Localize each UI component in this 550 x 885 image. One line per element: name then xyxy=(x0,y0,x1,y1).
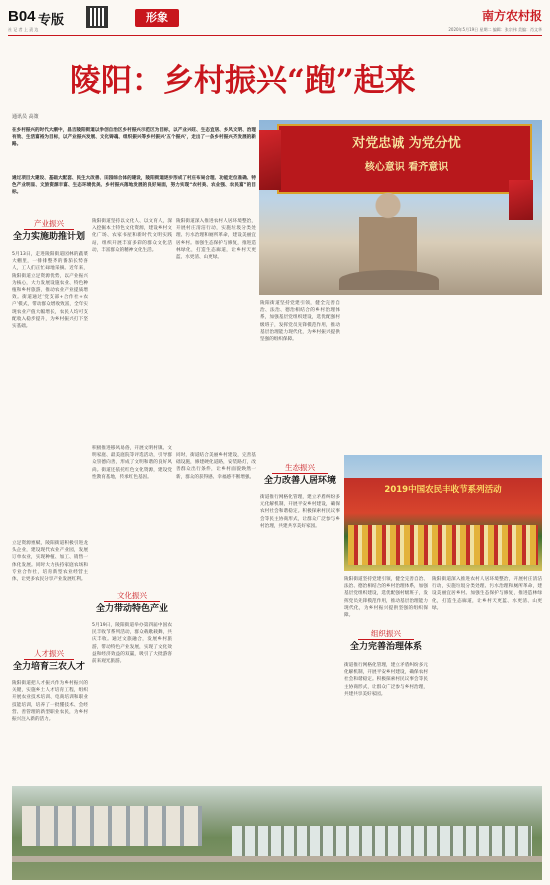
column-1-text-b: 立足资源禀赋，陵阳街道积极引进龙头企业，建设现代农业产业园，发展订单农业，实现种植、加工、销售一体化发展。同时大力扶持家庭农场和专业合作社，培育新型农业经营主体，让更多农民分享产业发展红利。 xyxy=(12,541,88,583)
page-number: B04 xyxy=(8,8,36,25)
subhead-culture-kicker: 文化振兴 xyxy=(104,590,160,602)
flag-icon xyxy=(259,130,281,190)
section-name: 专版 xyxy=(38,13,65,28)
column-2-text-b: 积极推进移风易俗，开展文明村镇、文明家庭、最美庭院等评选活动，引导群众崇德向善，形成了文明和谐的良好风尚。街道还依托红色文化资源，建设党性教育基地，传承红色基因。 xyxy=(92,446,172,480)
performers xyxy=(348,525,538,565)
flag-icon xyxy=(509,180,533,220)
subhead-industry-title: 全力实施助推计划 xyxy=(12,232,85,242)
brand-logo: 南方农村报 xyxy=(481,9,542,23)
subhead-culture xyxy=(90,590,174,615)
column-6-text: 陵阳街道深入推进农村人居环境整治，开展村庄清洁行动，实施垃圾分类处理、污水治理和厕所革命，建设美丽宜居乡村。加强生态保护与修复，推进造林绿化，打造生态廊道，让乡村天更蓝、水更清、山更绿。 xyxy=(432,577,542,611)
column-4-text-b: 街道推行网格化管理，建立矛盾纠纷多元化解机制，开展平安乡村建设，确保农村社会和谐稳定。积极探索村民议事会等民主协商形式，让群众广泛参与乡村治理，共建共享美好家园。 xyxy=(260,495,340,529)
headline: 陵阳：乡村振兴“跑”起来 xyxy=(70,63,416,99)
statue xyxy=(359,192,417,282)
photo-harvest-festival xyxy=(344,455,542,571)
lotus-pedestal xyxy=(339,270,439,290)
lead-paragraph-2: 通过项目大建设、基础大配套、民生大改善、田园综合体的建设，陵阳街道逐步形成了村庄布局合理、功能定位准确、特色产业明显、文旅资源丰富、生态环境优美、乡村振兴落地发展的良好局面，努力实现“农村美、农业强、农民富”的目标。 xyxy=(12,176,256,196)
subhead-industry-kicker: 产业振兴 xyxy=(24,218,74,230)
banner-slogan-1: 对党忠诚 为党分忧 xyxy=(352,136,461,151)
subhead-ecology-kicker: 生态振兴 xyxy=(272,462,328,474)
subhead-talent-kicker: 人才振兴 xyxy=(24,648,74,660)
subhead-organization-title: 全力完善治理体系 xyxy=(349,642,422,652)
column-2-text-a: 陵阳街道坚持以文化人、以文育人，深入挖掘本土特色文化资源，建设乡村文化广场、农家书屋和新时代文明实践站，组织开展丰富多彩的群众文化活动，丰富群众的精神文化生活。 xyxy=(92,219,172,253)
qr-code-icon xyxy=(86,6,108,28)
subhead-organization-kicker: 组织振兴 xyxy=(358,628,414,640)
lead-paragraph: 在乡村振兴的时代大潮中，昌吉陵阳街道以争创自治区乡村振兴示范区为目标，以产业兴旺、生态宜居、乡风文明、治理有效、生活富裕为目标，以产业振兴发展、文化铸魂、组织振兴等乡村振兴‘五个振兴’，走出了一条乡村振兴齐发展的新路。 xyxy=(12,128,256,148)
column-2-text-c: 5月19日，陵阳街道举办第四届中国农民丰收节系列活动，群众载歌载舞，共庆丰收。通过文旅融合，发展乡村旅游，带动特色产业发展，实现了文化效益和经济效益的双赢，吸引了大批游客前来观光旅游。 xyxy=(92,623,172,665)
column-3-text-a: 陵阳街道深入推进农村人居环境整治，开展村庄清洁行动，实施垃圾分类处理、污水治理和厕所革命，建设美丽宜居乡村。加强生态保护与修复，推进造林绿化，打造生态廊道，让乡村天更蓝、水更清、山更绿。 xyxy=(176,219,256,261)
subhead-talent-title: 全力培育三农人才 xyxy=(12,662,85,672)
column-5-text-b: 街道推行网格化管理，建立矛盾纠纷多元化解机制，开展平安乡村建设，确保农村社会和谐稳定。积极探索村民议事会等民主协商形式，让群众广泛参与乡村治理，共建共享美好家园。 xyxy=(344,663,428,697)
byline: 通讯员 高策 xyxy=(12,114,39,120)
column-1-text-c: 陵阳街道把人才振兴作为乡村振兴的关键，实施乡土人才培育工程，组织开展农业技术培训、电商培训和职业技能培训，培养了一批懂技术、会经营、善管理的新型职业农民，为乡村振兴注入新的活力。 xyxy=(12,681,88,723)
column-1-text-a: 5月13日，走进陵阳街道园林的蔬菜大棚里，一排排整齐的番茄长势喜人，工人们正忙碌地采摘。近年来，陵阳街道立足资源优势，以产业振兴为核心，大力发展设施农业、特色种植和乡村旅游，推动农业产业提质增效。街道通过‘党支部+合作社+农户’模式，带动群众增收致富，全年实现农业产值大幅增长，农民人均可支配收入稳步提升，为乡村振兴打下坚实基础。 xyxy=(12,252,88,330)
subhead-culture-title: 全力带动特色产业 xyxy=(95,604,168,614)
section-tag: 形象 xyxy=(135,9,179,27)
banner-slogan-2: 核心意识 看齐意识 xyxy=(364,162,449,173)
issue-meta: 2020年5月19日 星期二 编辑：张宗伟 美编：肖文华 xyxy=(448,27,542,32)
subhead-talent xyxy=(10,648,88,673)
subhead-organization xyxy=(344,628,428,653)
subhead-ecology xyxy=(258,462,342,487)
road xyxy=(12,856,542,862)
column-5-text-a: 陵阳街道坚持党建引领，健全完善自治、法治、德治相结合的乡村治理体系，加强基层党组织建设，选优配强村级班子，发挥党员先锋模范作用，推动基层治理能力现代化，为乡村振兴提供坚强的组织保障。 xyxy=(344,577,428,619)
masthead xyxy=(8,6,542,36)
photo-banner-statue xyxy=(259,120,542,295)
subhead-ecology-title: 全力改善人居环境 xyxy=(263,476,336,486)
greenhouse-rows xyxy=(232,826,532,856)
column-3-text-b: 同时，街道结合美丽乡村建设，完善基础设施，修建硬化道路，安装路灯，改善群众出行条件，让乡村面貌焕然一新，群众的获得感、幸福感不断增强。 xyxy=(176,453,256,480)
building-row xyxy=(22,806,202,846)
subhead-industry xyxy=(10,218,88,243)
stage-banner-text: 2019中国农民丰收节系列活动 xyxy=(384,485,502,495)
photo-aerial-village xyxy=(12,786,542,880)
column-4-text-a: 陵阳街道坚持党建引领，健全完善自治、法治、德治相结合的乡村治理体系，加强基层党组织建设，选优配强村级班子，发挥党员先锋模范作用，推动基层治理能力现代化，为乡村振兴提供坚强的组织保障。 xyxy=(260,301,340,343)
editor-line: 社 记 者 上 责 边 xyxy=(8,27,39,32)
